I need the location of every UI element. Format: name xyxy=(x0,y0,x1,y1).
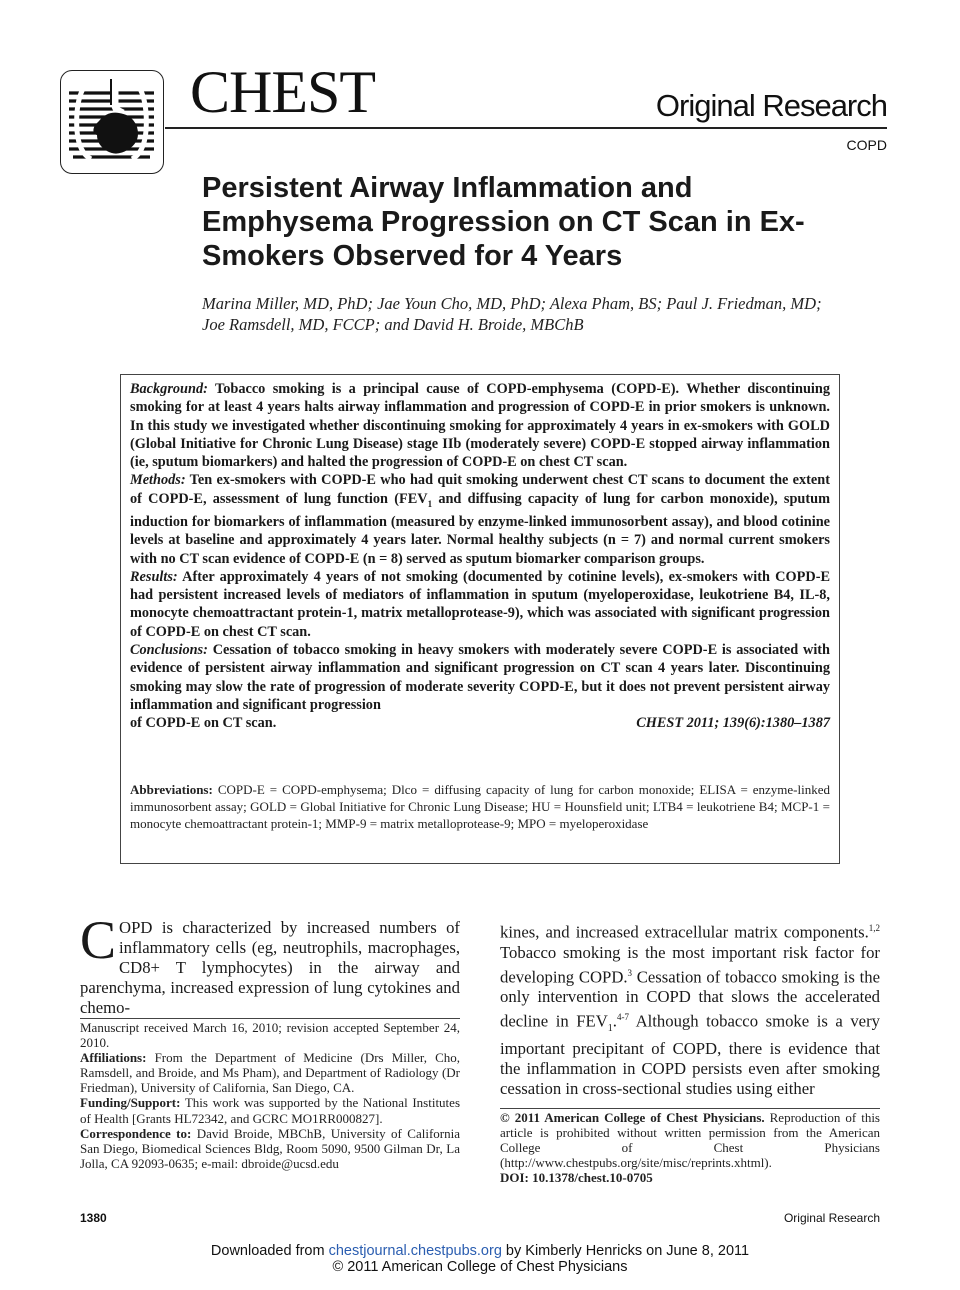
abbreviations-text: COPD-E = COPD-emphysema; Dlco = diffusing capacity of lung for carbon monoxide; ELISA = enzyme-linked immunosorbent assay; GOLD = Global Initiative for Chronic Lung Disease; HU = Hounsfield unit; LTB4 = leukotriene B4; MCP-1 = monocyte chemoattractant protein-1; MMP-9 = matrix metalloprotease-9; MPO = myeloperoxidase xyxy=(130,782,831,831)
funding-label: Funding/Support: xyxy=(80,1095,181,1111)
article-notes xyxy=(80,1020,460,1171)
footnote-rule xyxy=(80,1018,460,1019)
affiliations xyxy=(80,1050,460,1095)
background-text: Tobacco smoking is a principal cause of COPD-emphysema (COPD-E). Whether discontinuing smoking for at least 4 years halts airway inflammation and progression of COPD-E in prior smokers is unknown. In this study we investigated whether discontinuing smoking for approximately 4 years in ex-smokers with GOLD (Global Initiative for Chronic Lung Disease) stage IIb (moderately severe) COPD-E stopped airway inflammation (ie, sputum biomarkers) and halted the progression of COPD-E on chest CT scan. xyxy=(130,381,830,471)
reference-4-7[interactable]: 4-7 xyxy=(616,1012,629,1023)
fev-subscript: 1 xyxy=(607,1023,613,1035)
journal-citation: CHEST 2011; 139(6):1380–1387 xyxy=(636,715,830,732)
doi xyxy=(500,1170,880,1185)
journal-site-link[interactable]: chestjournal.chestpubs.org xyxy=(328,1243,502,1259)
body-text-2d: Although tobacco smoke is a very important precipitant of COPD, there is evidence that the inflammation in COPD persists even after smoking cessation in cross-sectional studies using either xyxy=(500,1011,880,1099)
affiliations-text: From the Department of Medicine (Drs Miller, Cho, Ramsdell, and Broide, and Ms Pham), and Department of Radiology (Dr Friedman), University of California, San Diego, CA. xyxy=(80,1050,460,1096)
copyright-text: Reproduction of this article is prohibited without written permission from the American College of Chest Physicians (http://www.chestpubs.org/site/misc/reprints.xhtml). xyxy=(500,1110,880,1171)
copyright-rule xyxy=(500,1108,880,1109)
journal-name: CHEST xyxy=(190,59,376,125)
copyright-notes xyxy=(500,1110,880,1185)
funding-text: This work was supported by the National Institutes of Health [Grants HL72342, and GCRC MO1RR000827]. xyxy=(80,1095,460,1126)
abstract-conclusions xyxy=(130,641,830,714)
results-text: After approximately 4 years of not smoking (documented by cotinine levels), ex-smokers with COPD-E had persistent increased levels of mediators of inflammation in sputum (myeloperoxidase, leukotriene B4, IL-8, monocyte chemoattractant protein-1, matrix metalloprotease-9), which was associated with significant progression of COPD-E on chest CT scan. xyxy=(130,568,830,640)
methods-label: Methods: xyxy=(130,472,186,489)
abstract xyxy=(130,380,830,733)
article-title: Persistent Airway Inflammation and Emphysema Progression on CT Scan in Ex-Smokers Observed for 4 Years xyxy=(202,172,805,272)
doi-label: DOI: xyxy=(500,1170,529,1186)
body-text-2c: Cessation of tobacco smoking is the only intervention in COPD that slows the accelerated decline in FEV xyxy=(500,967,880,1031)
funding xyxy=(80,1095,460,1125)
affiliations-label: Affiliations: xyxy=(80,1050,147,1066)
body-column-2: kines, and increased extracellular matrix components.$^{1,2}$ Tobacco smoking is the most important risk factor for developing COPD.$^3$ Cessation of tobacco smoking is the only intervention in COPD that slows the accelerated decline in $FEV_1.^{4-7}$ Although tobacco smoke is a very important precipitant of COPD, there is evidence that the inflammation in COPD persists even after smoking cessation in cross-sectional studies using either xyxy=(500,922,880,1099)
abbreviations-label: Abbreviations: xyxy=(130,782,213,797)
body-text-2a: kines, and increased extracellular matrix components. xyxy=(500,922,869,942)
page-number: 1380 xyxy=(80,1211,107,1225)
header-rule xyxy=(165,127,887,129)
copyright-statement xyxy=(500,1110,880,1170)
section-label: Original Research xyxy=(655,88,887,123)
correspondence-text: David Broide, MBChB, University of California San Diego, Biomedical Sciences Bldg, Room 5090, 9500 Gilman Dr, La Jolla, CA 92093-0635; e-mail: dbroide@ucsd.edu xyxy=(80,1125,461,1171)
manuscript-dates: Manuscript received March 16, 2010; revision accepted September 24, 2010. xyxy=(80,1020,460,1051)
download-suffix: by Kimberly Henricks on June 8, 2011 xyxy=(501,1243,750,1259)
lungs-logo-icon xyxy=(61,71,162,172)
doi-value[interactable]: 10.1378/chest.10-0705 xyxy=(532,1170,653,1186)
journal-logo xyxy=(60,70,164,174)
download-prefix: Downloaded from xyxy=(210,1243,329,1259)
abstract-methods xyxy=(130,471,830,567)
background-label: Background: xyxy=(130,381,208,397)
reference-3[interactable]: 3 xyxy=(627,967,633,978)
abbreviations xyxy=(130,782,830,832)
author-list xyxy=(202,294,862,335)
body-text-2b: Tobacco smoking is the most important risk factor for developing COPD. xyxy=(500,942,880,987)
body-column-1 xyxy=(80,910,460,1018)
correspondence xyxy=(80,1126,460,1171)
abstract-background xyxy=(130,380,830,471)
footer-section-label: Original Research xyxy=(783,1211,880,1225)
conclusions-end: of COPD-E on CT scan. xyxy=(130,715,277,732)
download-line xyxy=(0,1243,960,1259)
drop-cap: C xyxy=(80,910,117,970)
subject-label: COPD xyxy=(846,137,887,153)
reference-1-2[interactable]: 1,2 xyxy=(868,923,880,933)
methods-subscript: 1 xyxy=(427,498,433,509)
citation-line xyxy=(130,714,830,732)
authors-line-1: Marina Miller, MD, PhD; Jae Youn Cho, MD, PhD; Alexa Pham, BS; Paul J. Friedman, MD; xyxy=(202,294,822,313)
abstract-results xyxy=(130,568,830,641)
authors-line-2: Joe Ramsdell, MD, FCCP; and David H. Broide, MBChB xyxy=(202,314,584,334)
body-text-1: OPD is characterized by increased numbers of inflammatory cells (eg, neutrophils, macrophages, CD8+ T lymphocytes) in the airway and parenchyma, increased expression of lung cytokines and chemo- xyxy=(80,918,460,1017)
methods-text-b: and diffusing capacity of lung for carbon monoxide), sputum induction for biomarkers of inflammation (measured by enzyme-linked immunosorbent assay), and blood cotinine levels at baseline and approximately 4 years later. Normal healthy subjects (n = 7) and normal current smokers with no CT scan evidence of COPD-E (n = 8) served as sputum biomarker comparison groups. xyxy=(130,490,831,567)
conclusions-text: Cessation of tobacco smoking in heavy smokers with moderately severe COPD-E is associated with evidence of persistent airway inflammation and significant progression on CT scan 4 years later. Discontinuing smoking may slow the rate of progression of moderate severity COPD-E, but it does not prevent persistent airway inflammation and significant progression xyxy=(130,642,831,713)
footer-copyright: © 2011 American College of Chest Physicians xyxy=(332,1259,628,1275)
download-notice xyxy=(0,1243,960,1275)
copyright-label: © 2011 American College of Chest Physicians. xyxy=(500,1110,765,1125)
conclusions-label: Conclusions: xyxy=(130,642,208,659)
correspondence-label: Correspondence to: xyxy=(80,1125,192,1141)
methods-text-a: Ten ex-smokers with COPD-E who had quit smoking underwent chest CT scans to document the extent of COPD-E, assessment of lung function (FEV xyxy=(130,472,830,507)
results-label: Results: xyxy=(130,568,178,585)
